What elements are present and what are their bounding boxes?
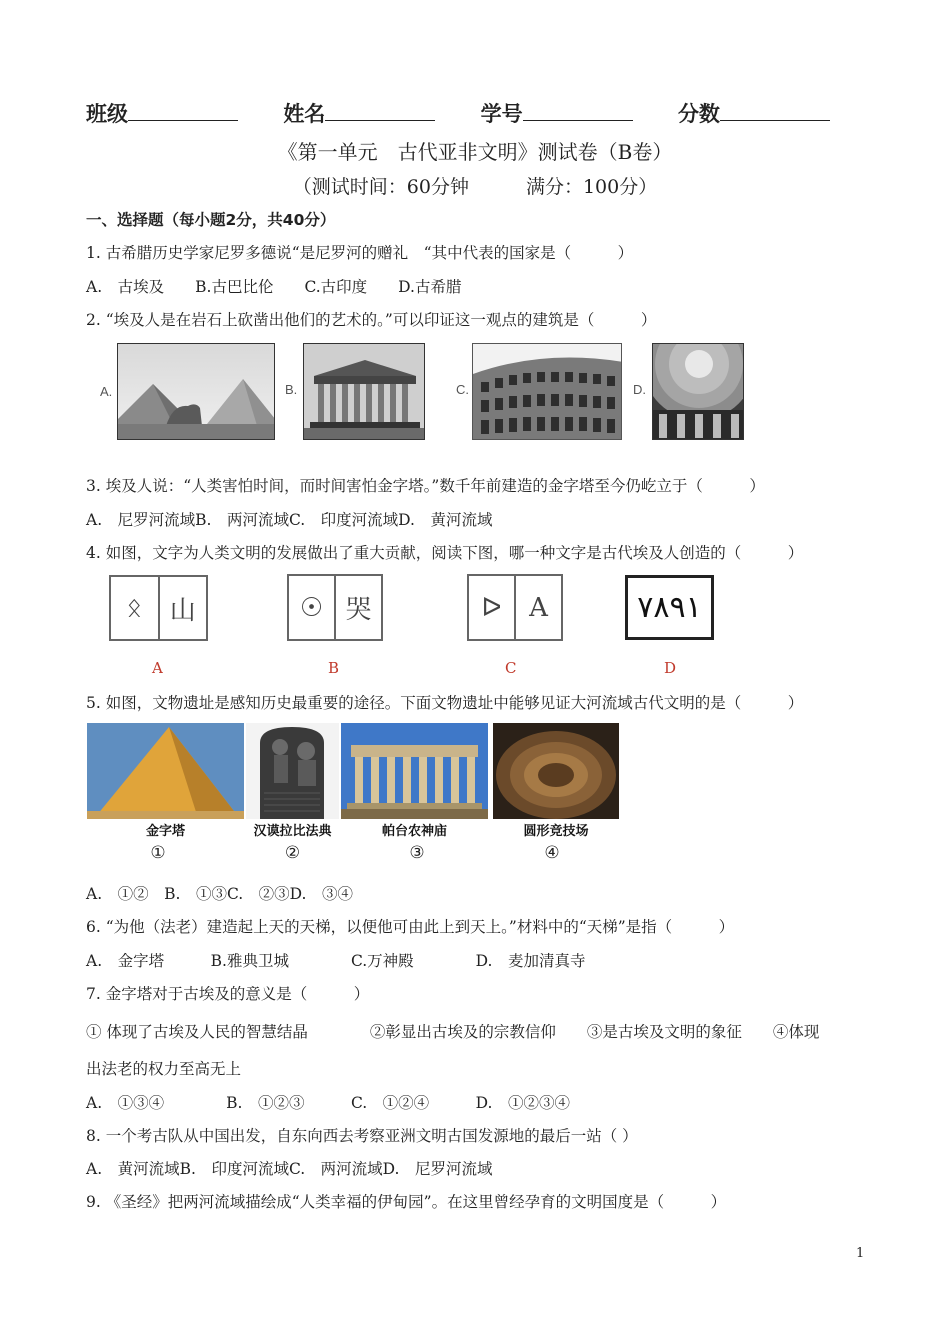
script-a-glyph-1: ᛟ [111, 577, 160, 639]
name-label: 姓名 [283, 102, 326, 126]
pantheon-dome-image [652, 343, 744, 440]
page-number: 1 [856, 1246, 865, 1261]
student-id-field [481, 98, 633, 128]
caption-pyramid: 金字塔 [145, 824, 185, 839]
script-c-glyph-1: ᐅ [469, 576, 516, 639]
question-9-stem: 9. 《圣经》把两河流域描绘成“人类幸福的伊甸园”。在这里曾经孕育的文明国度是（ ） [86, 1193, 727, 1211]
score-label: 分数 [677, 102, 720, 126]
question-5-options: A. ①② B. ①③C. ②③D. ③④ [86, 885, 353, 903]
page-title: 《第一单元 古代亚非文明》测试卷（B卷） [277, 140, 673, 164]
q2-label-a: A. [100, 384, 113, 399]
question-4-stem: 4. 如图，文字为人类文明的发展做出了重大贡献，阅读下图，哪一种文字是古代埃及人创造的（ ） [86, 544, 804, 562]
question-7-stem: 7. 金字塔对于古埃及的意义是（ ） [86, 985, 370, 1003]
class-field [86, 98, 238, 128]
question-1-options: A. 古埃及 B.古巴比伦 C.古印度 D.古希腊 [86, 278, 462, 296]
script-d-glyph: ٧٨٩١ [637, 590, 702, 625]
parthenon-photo [341, 723, 488, 819]
q2-label-d: D. [633, 382, 646, 397]
student-info-header [86, 98, 830, 128]
pyramid-photo [87, 723, 244, 819]
q4-label-d: D [664, 659, 677, 677]
question-8-options: A. 黄河流域B. 印度河流域C. 两河流域D. 尼罗河流域 [86, 1160, 493, 1178]
amphitheatre-photo [493, 723, 619, 819]
question-7-statements-line1: ① 体现了古埃及人民的智慧结晶 ②彰显出古埃及的宗教信仰 ③是古埃及文明的象征 ④体现 [86, 1023, 820, 1041]
script-a-glyph-2: 山 [169, 595, 196, 626]
script-c-box [467, 574, 563, 641]
question-3-options: A. 尼罗河流域B. 两河流域C. 印度河流域D. 黄河流域 [86, 511, 493, 529]
question-8-stem: 8. 一个考古队从中国出发，自东向西去考察亚洲文明古国发源地的最后一站（ ） [86, 1127, 638, 1145]
name-blank[interactable] [325, 100, 435, 121]
number-2: ② [284, 843, 301, 863]
number-3: ③ [409, 843, 425, 863]
caption-hammurabi: 汉谟拉比法典 [253, 824, 332, 839]
question-5-stem: 5. 如图，文物遗址是感知历史最重要的途径。下面文物遗址中能够见证大河流域古代文明的是（ ） [86, 694, 804, 712]
question-7-statements-line2: 出法老的权力至高无上 [86, 1060, 242, 1078]
pyramids-sphinx-image [117, 343, 275, 440]
student-id-blank[interactable] [523, 100, 633, 121]
class-label: 班级 [86, 102, 128, 126]
question-1-stem: 1. 古希腊历史学家尼罗多德说“是尼罗河的赠礼 “其中代表的国家是（ ） [86, 244, 634, 262]
section-heading: 一、选择题（每小题2分，共40分） [86, 211, 336, 229]
caption-amphitheatre: 圆形竞技场 [523, 824, 589, 839]
script-d-box [625, 575, 714, 640]
score-blank[interactable] [720, 100, 830, 121]
q2-label-b: B. [285, 382, 298, 397]
question-7-options: A. ①③④ B. ①②③ C. ①②④ D. ①②③④ [86, 1094, 570, 1112]
question-2-stem: 2. “埃及人是在岩石上砍凿出他们的艺术的。”可以印证这一观点的建筑是（ ） [86, 311, 657, 329]
colosseum-image [472, 343, 622, 440]
script-a-box [109, 575, 208, 641]
number-4: ④ [544, 843, 560, 863]
script-b-glyph-2: 哭 [345, 595, 372, 625]
script-b-box [287, 574, 383, 641]
q4-label-c: C [505, 659, 517, 677]
question-3-stem: 3. 埃及人说：“人类害怕时间，而时间害怕金字塔。”数千年前建造的金字塔至今仍屹立于（ ） [86, 477, 765, 495]
script-b-glyph-1: ☉ [289, 576, 336, 639]
hammurabi-code-photo [246, 723, 339, 819]
caption-parthenon: 帕台农神庙 [381, 824, 447, 839]
number-1: ① [150, 843, 166, 863]
name-field [283, 98, 435, 128]
score-field [678, 98, 830, 128]
script-c-glyph-2: A [529, 592, 548, 623]
q4-label-a: A [152, 659, 163, 677]
question-6-options: A. 金字塔 B.雅典卫城 C.万神殿 D. 麦加清真寺 [86, 952, 586, 970]
student-id-label: 学号 [480, 102, 523, 126]
q4-label-b: B [328, 659, 340, 677]
question-6-stem: 6. “为他（法老）建造起上天的天梯，以便他可由此上到天上。”材料中的“天梯”是指（ ） [86, 918, 735, 936]
class-blank[interactable] [128, 100, 238, 121]
page-subtitle: （测试时间：60分钟 满分：100分） [292, 176, 658, 198]
q2-label-c: C. [456, 382, 469, 397]
parthenon-image [303, 343, 425, 440]
